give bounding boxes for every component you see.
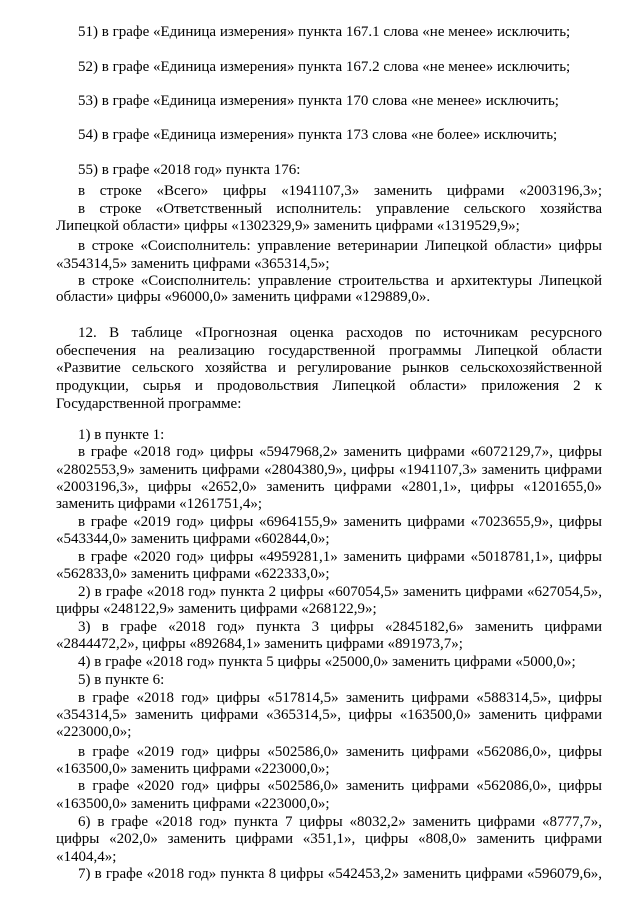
- text-line: в строке «Соисполнитель: управление строительства и архитектуры Липецкой: [78, 273, 602, 289]
- text-line: «543344,0» заменить цифрами «602844,0»;: [56, 531, 330, 547]
- text-line: «2844472,2», цифры «892684,1» заменить цифрами «891973,7»;: [56, 636, 463, 652]
- text-line: 7) в графе «2018 год» пункта 8 цифры «542453,2» заменить цифрами «596079,6»,: [78, 866, 602, 882]
- text-line: «163500,0» заменить цифрами «223000,0»;: [56, 761, 330, 777]
- text-line: цифры «202,0» заменить цифрами «351,1», цифры «808,0» заменить цифрами: [56, 831, 602, 847]
- text-line: продукции, сырья и продовольствия Липецкой области» приложения 2 к: [56, 378, 602, 394]
- text-line: цифры «248122,9» заменить цифрами «268122,9»;: [56, 601, 377, 617]
- item-51: 51) в графе «Единица измерения» пункта 167.1 слова «не менее» исключить;: [78, 24, 571, 40]
- text-line: заменить цифрами «1261751,4»;: [56, 496, 263, 512]
- text-line: в строке «Ответственный исполнитель: управление сельского хозяйства: [78, 201, 602, 217]
- text-line: области» цифры «96000,0» заменить цифрами «129889,0».: [56, 289, 431, 305]
- text-line: 1) в пункте 1:: [78, 427, 165, 443]
- text-line: в графе «2020 год» цифры «4959281,1» заменить цифрами «5018781,1», цифры: [78, 549, 602, 565]
- item-55: 55) в графе «2018 год» пункта 176:: [78, 162, 301, 178]
- text-line: в графе «2020 год» цифры «502586,0» заменить цифрами «562086,0», цифры: [78, 778, 602, 794]
- text-line: «2003196,3», цифры «2652,0» заменить цифрами «2801,1», цифры «1201655,0»: [56, 479, 602, 495]
- text-line: «354314,5» заменить цифрами «365314,5», цифры «163500,0» заменить цифрами: [56, 707, 602, 723]
- text-line: в графе «2019 год» цифры «502586,0» заменить цифрами «562086,0», цифры: [78, 744, 602, 760]
- text-line: Государственной программе:: [56, 396, 242, 412]
- text-line: 5) в пункте 6:: [78, 672, 165, 688]
- text-line: 2) в графе «2018 год» пункта 2 цифры «607054,5» заменить цифрами «627054,5»,: [78, 584, 602, 600]
- text-line: в строке «Всего» цифры «1941107,3» заменить цифрами «2003196,3»;: [78, 183, 602, 199]
- text-line: «163500,0» заменить цифрами «223000,0»;: [56, 796, 330, 812]
- item-54: 54) в графе «Единица измерения» пункта 173 слова «не более» исключить;: [78, 127, 558, 143]
- text-line: Липецкой области» цифры «1302329,9» заменить цифрами «1319529,9»;: [56, 218, 520, 234]
- text-line: «562833,0» заменить цифрами «622333,0»;: [56, 566, 330, 582]
- text-line: в графе «2019 год» цифры «6964155,9» заменить цифрами «7023655,9», цифры: [78, 514, 602, 530]
- section-12-heading: 12. В таблице «Прогнозная оценка расходов по источникам ресурсного: [78, 325, 602, 341]
- text-line: обеспечения на реализацию государственной программы Липецкой области: [56, 343, 602, 359]
- text-line: «1404,4»;: [56, 849, 117, 865]
- item-52: 52) в графе «Единица измерения» пункта 167.2 слова «не менее» исключить;: [78, 59, 571, 75]
- text-line: «Развитие сельского хозяйства и регулирование рынков сельскохозяйственной: [56, 360, 602, 376]
- text-line: 3) в графе «2018 год» пункта 3 цифры «2845182,6» заменить цифрами: [78, 619, 602, 635]
- text-line: в графе «2018 год» цифры «517814,5» заменить цифрами «588314,5», цифры: [78, 690, 602, 706]
- text-line: «2802553,9» заменить цифрами «2804380,9», цифры «1941107,3» заменить цифрами: [56, 462, 602, 478]
- text-line: в строке «Соисполнитель: управление ветеринарии Липецкой области» цифры: [78, 238, 602, 254]
- item-53: 53) в графе «Единица измерения» пункта 170 слова «не менее» исключить;: [78, 93, 559, 109]
- text-line: 6) в графе «2018 год» пункта 7 цифры «8032,2» заменить цифрами «8777,7»,: [78, 814, 602, 830]
- text-line: 4) в графе «2018 год» пункта 5 цифры «25000,0» заменить цифрами «5000,0»;: [78, 654, 576, 670]
- text-line: «223000,0»;: [56, 724, 132, 740]
- text-line: «354314,5» заменить цифрами «365314,5»;: [56, 256, 330, 272]
- text-line: в графе «2018 год» цифры «5947968,2» заменить цифрами «6072129,7», цифры: [78, 444, 602, 460]
